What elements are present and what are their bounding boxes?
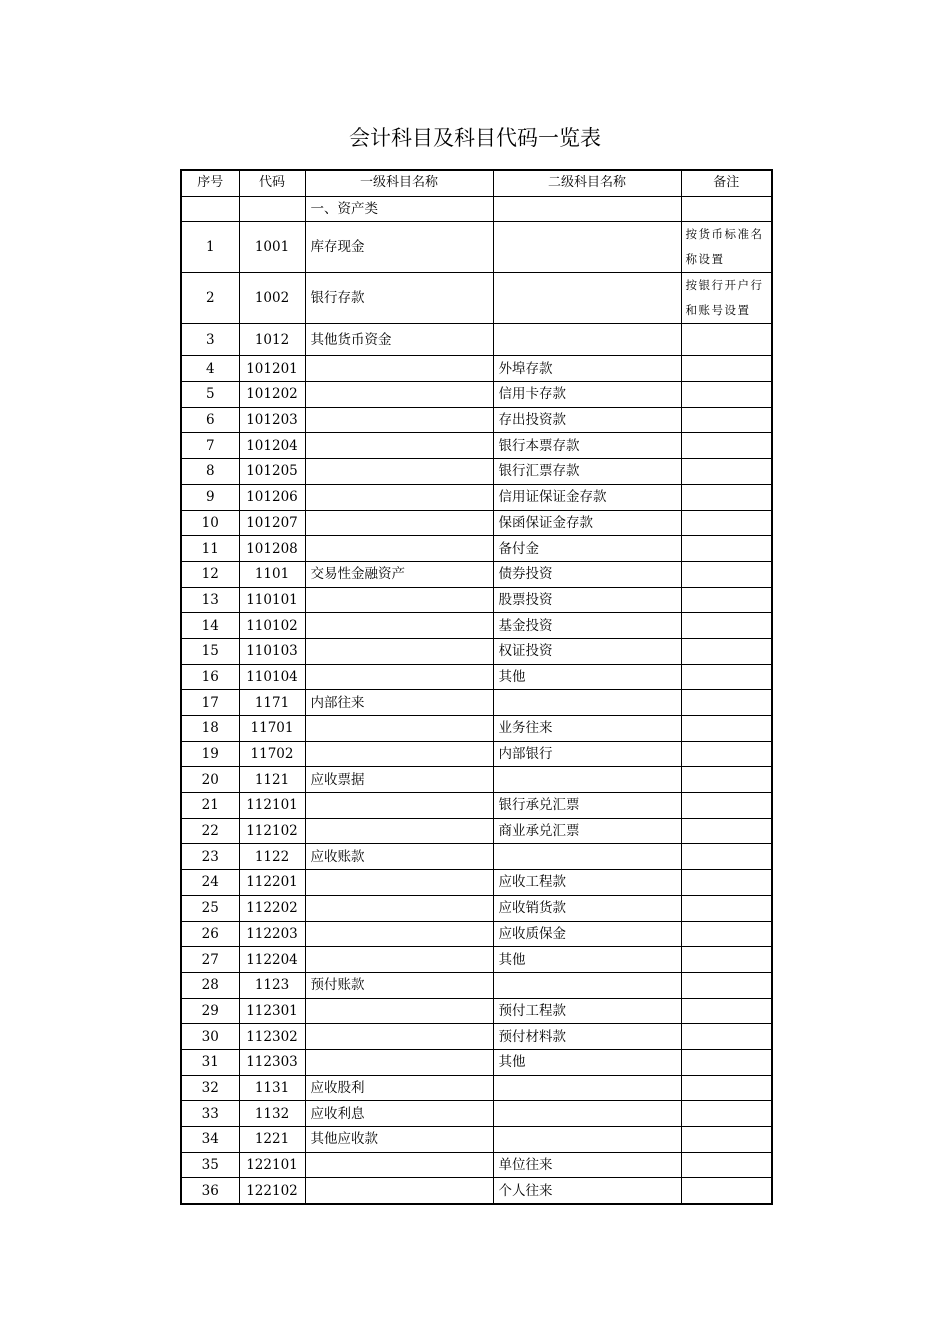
cell-level1-name — [305, 664, 493, 690]
cell-no: 30 — [181, 1024, 239, 1050]
table-row — [181, 536, 772, 562]
table-row — [181, 844, 772, 870]
cell-note — [681, 1075, 772, 1101]
table-row — [181, 382, 772, 408]
table-row — [181, 1101, 772, 1127]
cell-code: 112204 — [239, 947, 305, 973]
cell-code: 112202 — [239, 895, 305, 921]
cell-code: 122101 — [239, 1152, 305, 1178]
cell-note — [681, 818, 772, 844]
cell-no: 32 — [181, 1075, 239, 1101]
cell-note: 按货币标准名称设置 — [681, 222, 772, 273]
cell-level2-name: 其他 — [493, 664, 681, 690]
header-level2-name: 二级科目名称 — [493, 170, 681, 196]
table-row — [181, 356, 772, 382]
cell-no: 6 — [181, 407, 239, 433]
cell-no: 27 — [181, 947, 239, 973]
cell-note — [681, 767, 772, 793]
cell-level2-name: 银行承兑汇票 — [493, 793, 681, 819]
cell-no: 7 — [181, 433, 239, 459]
section-label: 一、资产类 — [305, 196, 493, 222]
cell-no: 26 — [181, 921, 239, 947]
table-row — [181, 433, 772, 459]
cell-code: 110104 — [239, 664, 305, 690]
cell-level1-name — [305, 1152, 493, 1178]
section-row — [181, 196, 772, 222]
cell-level2-name: 银行本票存款 — [493, 433, 681, 459]
table-row — [181, 716, 772, 742]
cell-level2-name: 备付金 — [493, 536, 681, 562]
cell-note — [681, 1101, 772, 1127]
cell-level1-name: 预付账款 — [305, 972, 493, 998]
table-row — [181, 1127, 772, 1153]
table-row — [181, 510, 772, 536]
cell-code: 1012 — [239, 324, 305, 356]
cell-code: 112203 — [239, 921, 305, 947]
table-row — [181, 947, 772, 973]
cell-level1-name — [305, 433, 493, 459]
cell-level1-name — [305, 818, 493, 844]
cell-note — [681, 1178, 772, 1204]
cell-no: 18 — [181, 716, 239, 742]
cell-note — [681, 921, 772, 947]
cell-level1-name — [305, 1178, 493, 1204]
cell-level1-name — [305, 382, 493, 408]
cell-code: 101202 — [239, 382, 305, 408]
cell-level1-name — [305, 998, 493, 1024]
header-level1-name: 一级科目名称 — [305, 170, 493, 196]
cell-code: 1221 — [239, 1127, 305, 1153]
cell-code: 122102 — [239, 1178, 305, 1204]
cell-note — [681, 484, 772, 510]
cell-no: 1 — [181, 222, 239, 273]
cell-code: 101204 — [239, 433, 305, 459]
cell-level2-name: 内部银行 — [493, 741, 681, 767]
cell-note — [681, 587, 772, 613]
cell-note — [681, 1049, 772, 1075]
cell-note — [681, 1127, 772, 1153]
header-no: 序号 — [181, 170, 239, 196]
cell-level1-name — [305, 484, 493, 510]
header-code: 代码 — [239, 170, 305, 196]
cell-level2-name — [493, 844, 681, 870]
page-title: 会计科目及科目代码一览表 — [349, 126, 601, 150]
header-note: 备注 — [681, 170, 772, 196]
cell-level1-name: 应收股利 — [305, 1075, 493, 1101]
table-row — [181, 870, 772, 896]
table-row — [181, 561, 772, 587]
table-row — [181, 407, 772, 433]
cell-note — [681, 459, 772, 485]
cell-note — [681, 895, 772, 921]
cell-level2-name — [493, 273, 681, 324]
table-row — [181, 998, 772, 1024]
cell-note — [681, 741, 772, 767]
table-row — [181, 818, 772, 844]
cell-level2-name — [493, 972, 681, 998]
cell-code: 101205 — [239, 459, 305, 485]
cell-no: 13 — [181, 587, 239, 613]
cell-no: 8 — [181, 459, 239, 485]
cell-no: 5 — [181, 382, 239, 408]
cell-note — [681, 664, 772, 690]
cell-code: 1002 — [239, 273, 305, 324]
cell-no: 31 — [181, 1049, 239, 1075]
cell-level1-name: 应收利息 — [305, 1101, 493, 1127]
cell-level1-name — [305, 741, 493, 767]
cell-no: 9 — [181, 484, 239, 510]
cell-level1-name: 交易性金融资产 — [305, 561, 493, 587]
table-row — [181, 1075, 772, 1101]
cell-no: 36 — [181, 1178, 239, 1204]
table-row — [181, 484, 772, 510]
table-header-row — [181, 170, 772, 196]
cell-note — [681, 690, 772, 716]
cell-code: 112303 — [239, 1049, 305, 1075]
cell-note — [681, 998, 772, 1024]
cell-level1-name — [305, 536, 493, 562]
account-codes-table — [180, 169, 773, 1205]
cell-no: 25 — [181, 895, 239, 921]
cell-level2-name: 股票投资 — [493, 587, 681, 613]
cell-level1-name — [305, 870, 493, 896]
cell-note — [681, 1024, 772, 1050]
cell-level1-name: 其他应收款 — [305, 1127, 493, 1153]
cell-note — [681, 433, 772, 459]
cell-level1-name — [305, 638, 493, 664]
cell-code: 112201 — [239, 870, 305, 896]
cell-note — [681, 793, 772, 819]
cell-level2-name: 保函保证金存款 — [493, 510, 681, 536]
cell-code: 101207 — [239, 510, 305, 536]
cell-level2-name: 存出投资款 — [493, 407, 681, 433]
cell-level2-name: 信用证保证金存款 — [493, 484, 681, 510]
table-row — [181, 767, 772, 793]
cell-no: 23 — [181, 844, 239, 870]
cell-no: 33 — [181, 1101, 239, 1127]
cell-level2-name: 个人往来 — [493, 1178, 681, 1204]
cell-note — [681, 536, 772, 562]
table-row — [181, 664, 772, 690]
cell-code: 1001 — [239, 222, 305, 273]
cell-level1-name: 应收账款 — [305, 844, 493, 870]
cell-level2-name: 其他 — [493, 1049, 681, 1075]
cell-no: 24 — [181, 870, 239, 896]
table-row — [181, 1178, 772, 1204]
cell-level1-name: 内部往来 — [305, 690, 493, 716]
cell-level2-name: 预付材料款 — [493, 1024, 681, 1050]
cell-level1-name — [305, 895, 493, 921]
cell-code: 101201 — [239, 356, 305, 382]
table-row — [181, 1049, 772, 1075]
cell-level2-name — [493, 1075, 681, 1101]
cell-level2-name: 银行汇票存款 — [493, 459, 681, 485]
cell-level1-name: 其他货币资金 — [305, 324, 493, 356]
cell-no: 10 — [181, 510, 239, 536]
cell-code: 11702 — [239, 741, 305, 767]
cell-code: 1131 — [239, 1075, 305, 1101]
cell-no: 12 — [181, 561, 239, 587]
table-row — [181, 921, 772, 947]
table-row — [181, 222, 772, 273]
cell-level2-name: 预付工程款 — [493, 998, 681, 1024]
cell-code: 110103 — [239, 638, 305, 664]
table-row — [181, 895, 772, 921]
cell-level2-name: 基金投资 — [493, 613, 681, 639]
cell-code: 1123 — [239, 972, 305, 998]
cell-level2-name: 债券投资 — [493, 561, 681, 587]
table-row — [181, 613, 772, 639]
cell-code: 1171 — [239, 690, 305, 716]
cell-level1-name — [305, 356, 493, 382]
cell-no: 20 — [181, 767, 239, 793]
cell-level2-name: 单位往来 — [493, 1152, 681, 1178]
cell-level2-name: 业务往来 — [493, 716, 681, 742]
cell-level1-name — [305, 587, 493, 613]
cell-code: 101203 — [239, 407, 305, 433]
cell-note — [681, 638, 772, 664]
cell-level1-name — [305, 510, 493, 536]
cell-code: 101208 — [239, 536, 305, 562]
table-row — [181, 793, 772, 819]
cell-level1-name: 库存现金 — [305, 222, 493, 273]
table-row — [181, 690, 772, 716]
table-row — [181, 273, 772, 324]
cell-code: 101206 — [239, 484, 305, 510]
cell-level2-name: 商业承兑汇票 — [493, 818, 681, 844]
cell-code: 112301 — [239, 998, 305, 1024]
cell-level1-name — [305, 1024, 493, 1050]
table-row — [181, 1152, 772, 1178]
cell-no: 34 — [181, 1127, 239, 1153]
cell-no: 14 — [181, 613, 239, 639]
cell-no: 29 — [181, 998, 239, 1024]
cell-level1-name — [305, 613, 493, 639]
table-row — [181, 324, 772, 356]
cell-code: 1122 — [239, 844, 305, 870]
cell-no: 28 — [181, 972, 239, 998]
table-row — [181, 1024, 772, 1050]
cell-level2-name — [493, 1101, 681, 1127]
cell-note — [681, 407, 772, 433]
cell-no: 35 — [181, 1152, 239, 1178]
cell-note — [681, 510, 772, 536]
cell-code: 1132 — [239, 1101, 305, 1127]
table-row — [181, 587, 772, 613]
cell-code: 112102 — [239, 818, 305, 844]
cell-no: 4 — [181, 356, 239, 382]
cell-note — [681, 870, 772, 896]
cell-no: 19 — [181, 741, 239, 767]
cell-level1-name — [305, 947, 493, 973]
cell-level2-name: 权证投资 — [493, 638, 681, 664]
cell-code: 110102 — [239, 613, 305, 639]
cell-level2-name — [493, 1127, 681, 1153]
cell-note — [681, 844, 772, 870]
cell-note — [681, 613, 772, 639]
table-row — [181, 459, 772, 485]
cell-level2-name — [493, 690, 681, 716]
cell-level1-name: 应收票据 — [305, 767, 493, 793]
cell-no: 22 — [181, 818, 239, 844]
cell-no: 21 — [181, 793, 239, 819]
cell-note — [681, 561, 772, 587]
cell-level2-name — [493, 324, 681, 356]
cell-level1-name — [305, 407, 493, 433]
cell-level1-name — [305, 921, 493, 947]
cell-level2-name: 信用卡存款 — [493, 382, 681, 408]
table-row — [181, 972, 772, 998]
cell-code: 112302 — [239, 1024, 305, 1050]
cell-note — [681, 382, 772, 408]
cell-code: 11701 — [239, 716, 305, 742]
table-row — [181, 638, 772, 664]
cell-level1-name: 银行存款 — [305, 273, 493, 324]
cell-note — [681, 716, 772, 742]
table-row — [181, 741, 772, 767]
cell-no: 16 — [181, 664, 239, 690]
cell-level1-name — [305, 716, 493, 742]
cell-level2-name: 外埠存款 — [493, 356, 681, 382]
cell-note — [681, 356, 772, 382]
cell-level2-name: 应收工程款 — [493, 870, 681, 896]
cell-level2-name — [493, 222, 681, 273]
cell-note: 按银行开户行和账号设置 — [681, 273, 772, 324]
cell-note — [681, 1152, 772, 1178]
cell-no: 3 — [181, 324, 239, 356]
cell-level2-name — [493, 767, 681, 793]
cell-no: 15 — [181, 638, 239, 664]
cell-level1-name — [305, 793, 493, 819]
cell-no: 17 — [181, 690, 239, 716]
cell-code: 1121 — [239, 767, 305, 793]
cell-level1-name — [305, 459, 493, 485]
cell-no: 2 — [181, 273, 239, 324]
cell-note — [681, 972, 772, 998]
cell-level1-name — [305, 1049, 493, 1075]
cell-code: 110101 — [239, 587, 305, 613]
cell-level2-name: 应收质保金 — [493, 921, 681, 947]
cell-note — [681, 947, 772, 973]
cell-level2-name: 其他 — [493, 947, 681, 973]
cell-note — [681, 324, 772, 356]
cell-code: 1101 — [239, 561, 305, 587]
cell-code: 112101 — [239, 793, 305, 819]
cell-no: 11 — [181, 536, 239, 562]
cell-level2-name: 应收销货款 — [493, 895, 681, 921]
